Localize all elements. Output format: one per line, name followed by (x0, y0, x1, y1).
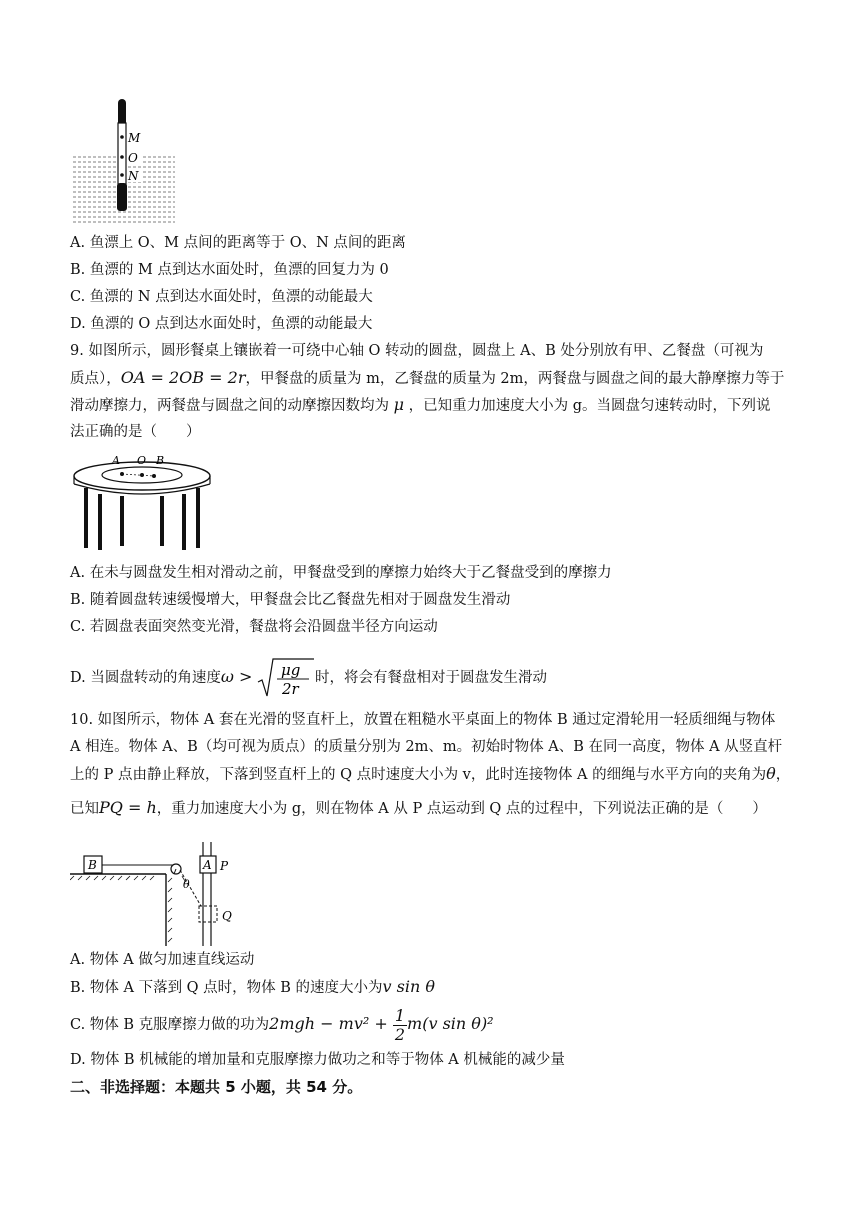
point-P-label: P (220, 859, 229, 873)
q9-option-b: B. 随着圆盘转速缓慢增大，甲餐盘会比乙餐盘先相对于圆盘发生滑动 (70, 592, 511, 608)
sqrt-expression (257, 656, 315, 700)
q9-stem-line2: 质点），OA = 2OB = 2r，甲餐盘的质量为 m，乙餐盘的质量为 2m，两餐盘与圆盘之间的最大静摩擦力等于 (70, 368, 785, 387)
rotating-table-figure (70, 448, 220, 553)
q10-stem-line1: 10. 如图所示，物体 A 套在光滑的竖直杆上，放置在粗糙水平桌面上的物体 B 通过定滑轮用一轻质细绳与物体 (70, 712, 776, 728)
pulley-figure (70, 838, 250, 948)
q10-stem-line2: A 相连。物体 A、B（均可视为质点）的质量分别为 2m、m。初始时物体 A、B 在同一高度，物体 A 从竖直杆 (70, 739, 783, 755)
q10-option-a: A. 物体 A 做匀加速直线运动 (70, 952, 255, 968)
fishing-float-figure (70, 95, 180, 225)
block-B-label: B (88, 858, 97, 872)
q10-option-c: C. 物体 B 克服摩擦力做的功为2mgh − mv² + $\frac{1}{2}$ m(v sin θ)² (70, 1005, 494, 1044)
point-Q-label: Q (222, 909, 232, 923)
q9-stem-line1: 9. 如图所示，圆形餐桌上镶嵌着一可绕中心轴 O 转动的圆盘，圆盘上 A、B 处分别放有甲、乙餐盘（可视为 (70, 343, 764, 359)
label-M: M (128, 131, 141, 145)
label-B: B (156, 454, 165, 467)
q9-option-a: A. 在未与圆盘发生相对滑动之前，甲餐盘受到的摩擦力始终大于乙餐盘受到的摩擦力 (70, 565, 612, 581)
label-O: O (137, 454, 147, 467)
q8-option-b: B. 鱼漂的 M 点到达水面处时，鱼漂的回复力为 0 (70, 262, 389, 278)
table-legs (84, 488, 200, 550)
q9-stem-line3: 滑动摩擦力，两餐盘与圆盘之间的动摩擦因数均为 μ ，已知重力加速度大小为 g。当圆盘匀速转动时，下列说 (70, 395, 771, 414)
label-O: O (128, 151, 138, 165)
q10-stem-line4: 已知PQ = h，重力加速度大小为 g，则在物体 A 从 P 点运动到 Q 点的过程中，下列说法正确的是（ ） (70, 798, 767, 817)
block-A-label: A (203, 858, 212, 872)
q8-option-d: D. 鱼漂的 O 点到达水面处时，鱼漂的动能最大 (70, 316, 373, 332)
one-half-fraction: $\frac{1}{2}$ (394, 1005, 406, 1044)
q8-option-c: C. 鱼漂的 N 点到达水面处时，鱼漂的动能最大 (70, 289, 373, 305)
q10-option-d: D. 物体 B 机械能的增加量和克服摩擦力做功之和等于物体 A 机械能的减少量 (70, 1052, 565, 1068)
q8-option-a: A. 鱼漂上 O、M 点间的距离等于 O、N 点间的距离 (70, 235, 406, 251)
q10-option-b: B. 物体 A 下落到 Q 点时，物体 B 的速度大小为v sin θ (70, 977, 436, 996)
q9-stem-line4: 法正确的是（ ） (70, 424, 201, 440)
label-A: A (112, 454, 120, 467)
section-heading: 二、非选择题：本题共 5 小题，共 54 分。 (70, 1078, 363, 1096)
svg-text:μg: μg (280, 661, 301, 679)
angle-theta-label: θ (183, 878, 190, 891)
label-N: N (128, 169, 139, 183)
q9-option-d: D. 当圆盘转动的角速度ω > μg 2r 时，将会有餐盘相对于圆盘发生滑动 (70, 656, 547, 696)
q10-stem-line3: 上的 P 点由静止释放，下落到竖直杆上的 Q 点时速度大小为 v，此时连接物体 A 的细绳与水平方向的夹角为θ， (70, 764, 791, 783)
q9-option-c: C. 若圆盘表面突然变光滑，餐盘将会沿圆盘半径方向运动 (70, 619, 438, 635)
svg-text:2r: 2r (281, 680, 299, 698)
q9-oa-equation: OA = 2OB = 2r (120, 368, 246, 387)
